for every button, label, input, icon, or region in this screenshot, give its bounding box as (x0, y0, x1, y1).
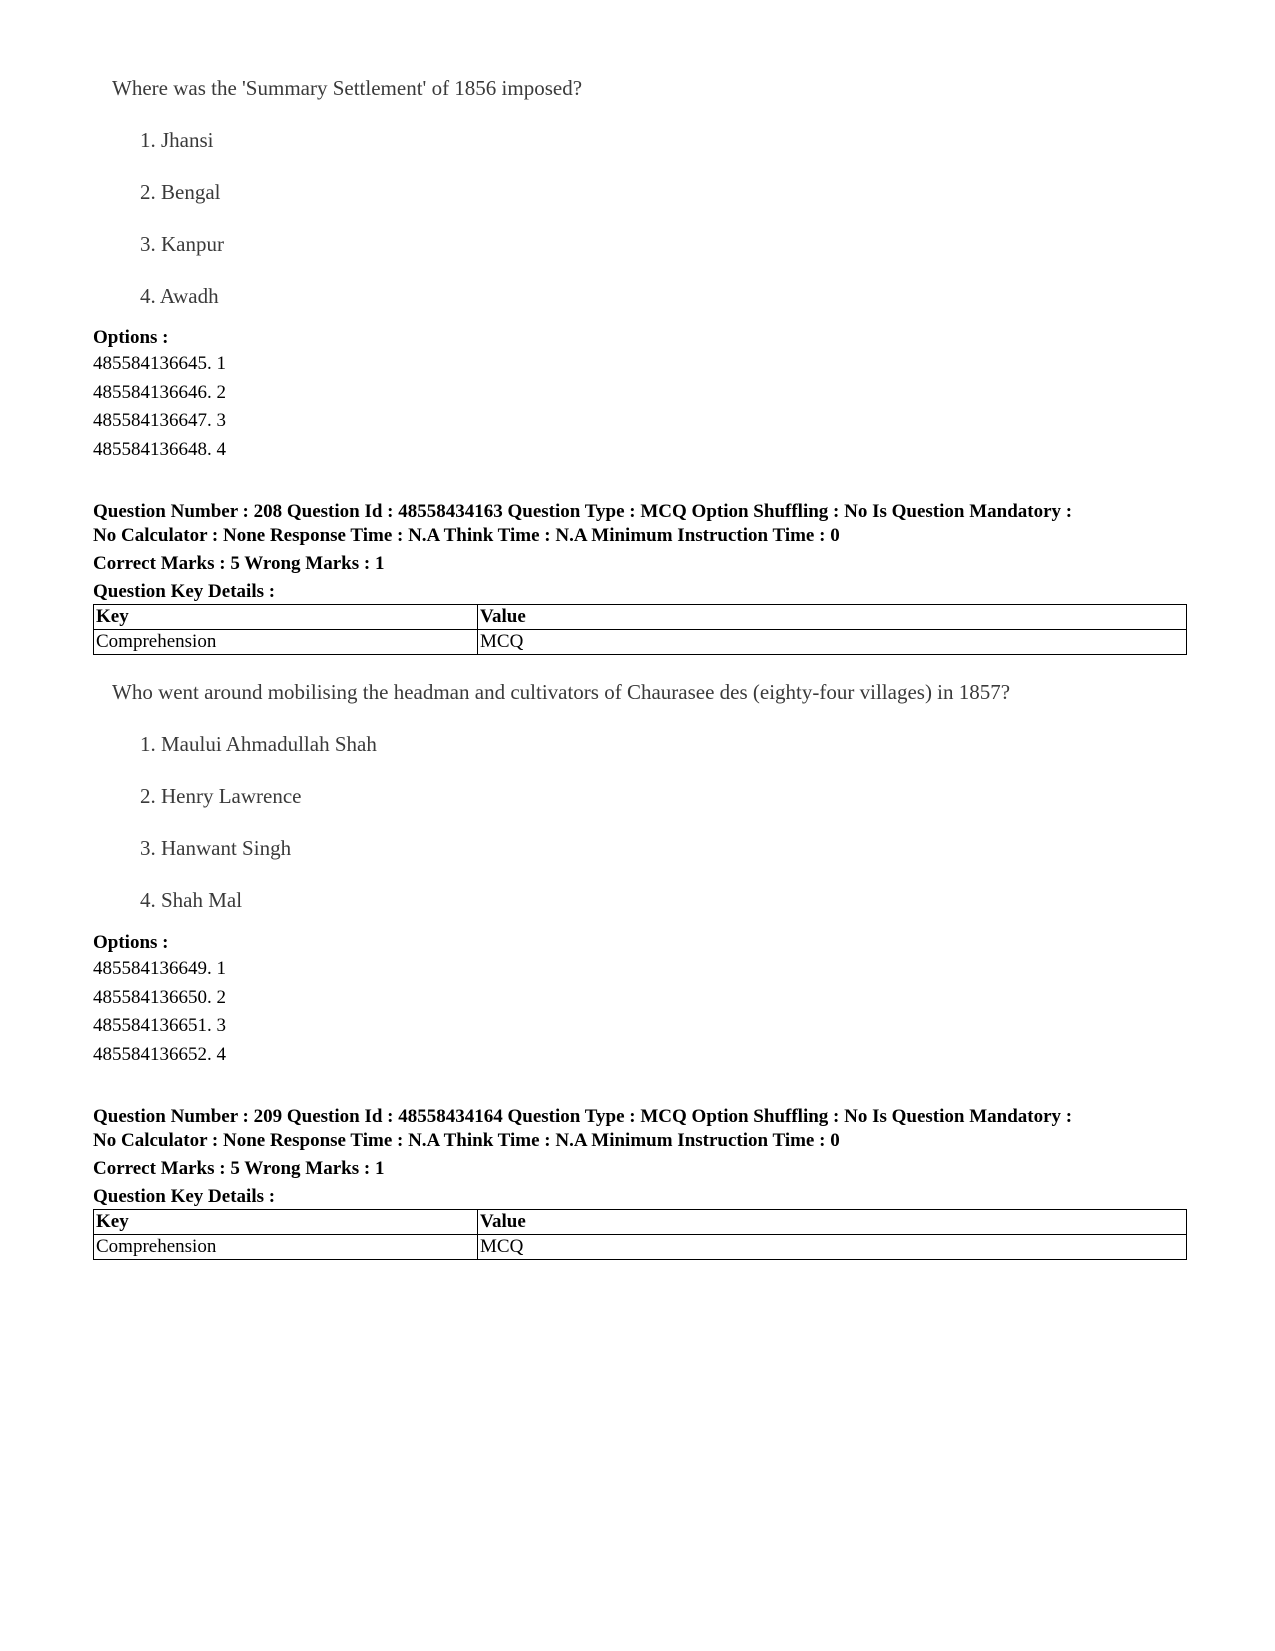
question-text: Who went around mobilising the headman and cultivators of Chaurasee des (eighty-four villages) in 1857? (112, 680, 1011, 704)
meta-line: Question Number : 208 Question Id : 48558434163 Question Type : MCQ Option Shuffling : No Is Question Mandatory : (93, 501, 1073, 522)
choice-2: 2. Bengal (140, 180, 221, 204)
key-details-label: Question Key Details : (93, 1186, 276, 1207)
key-value-table (93, 1209, 1187, 1260)
choice-4: 4. Awadh (140, 284, 219, 308)
value-header: Value (478, 1210, 1187, 1235)
option-line: 485584136648. 4 (93, 439, 226, 461)
value-cell: MCQ (478, 1235, 1187, 1260)
value-header: Value (478, 605, 1187, 630)
question-image (112, 680, 1192, 920)
choice-3: 3. Kanpur (140, 232, 224, 256)
choice-3: 3. Hanwant Singh (140, 836, 292, 860)
option-line: 485584136647. 3 (93, 410, 226, 432)
choice-2: 2. Henry Lawrence (140, 784, 302, 808)
meta-line: Question Number : 209 Question Id : 48558434164 Question Type : MCQ Option Shuffling : No Is Question Mandatory : (93, 1106, 1073, 1127)
table-row (94, 630, 1187, 655)
choice-1: 1. Maului Ahmadullah Shah (140, 732, 377, 756)
option-line: 485584136652. 4 (93, 1044, 226, 1066)
options-section (93, 326, 1193, 465)
key-header: Key (94, 605, 478, 630)
choice-1: 1. Jhansi (140, 128, 214, 152)
table-header-row (94, 605, 1187, 630)
option-line: 485584136645. 1 (93, 353, 226, 374)
options-section (93, 931, 1193, 1070)
option-line: 485584136650. 2 (93, 986, 226, 1008)
value-cell: MCQ (478, 630, 1187, 655)
meta-line: No Calculator : None Response Time : N.A Think Time : N.A Minimum Instruction Time : 0 (93, 525, 840, 546)
options-label: Options : (93, 932, 169, 953)
question-image (112, 76, 1012, 316)
table-header-row (94, 1210, 1187, 1235)
key-cell: Comprehension (94, 1235, 478, 1260)
key-details-label: Question Key Details : (93, 581, 276, 602)
table-row (94, 1235, 1187, 1260)
question-meta (93, 1105, 1193, 1209)
key-value-table (93, 604, 1187, 655)
option-line: 485584136649. 1 (93, 958, 226, 979)
key-header: Key (94, 1210, 478, 1235)
key-cell: Comprehension (94, 630, 478, 655)
option-line: 485584136651. 3 (93, 1015, 226, 1037)
marks-line: Correct Marks : 5 Wrong Marks : 1 (93, 553, 385, 574)
option-line: 485584136646. 2 (93, 381, 226, 403)
question-text: Where was the 'Summary Settlement' of 1856 imposed? (112, 76, 583, 100)
marks-line: Correct Marks : 5 Wrong Marks : 1 (93, 1158, 385, 1179)
meta-line: No Calculator : None Response Time : N.A Think Time : N.A Minimum Instruction Time : 0 (93, 1130, 840, 1151)
choice-4: 4. Shah Mal (140, 888, 243, 912)
question-meta (93, 500, 1193, 604)
options-label: Options : (93, 327, 169, 348)
